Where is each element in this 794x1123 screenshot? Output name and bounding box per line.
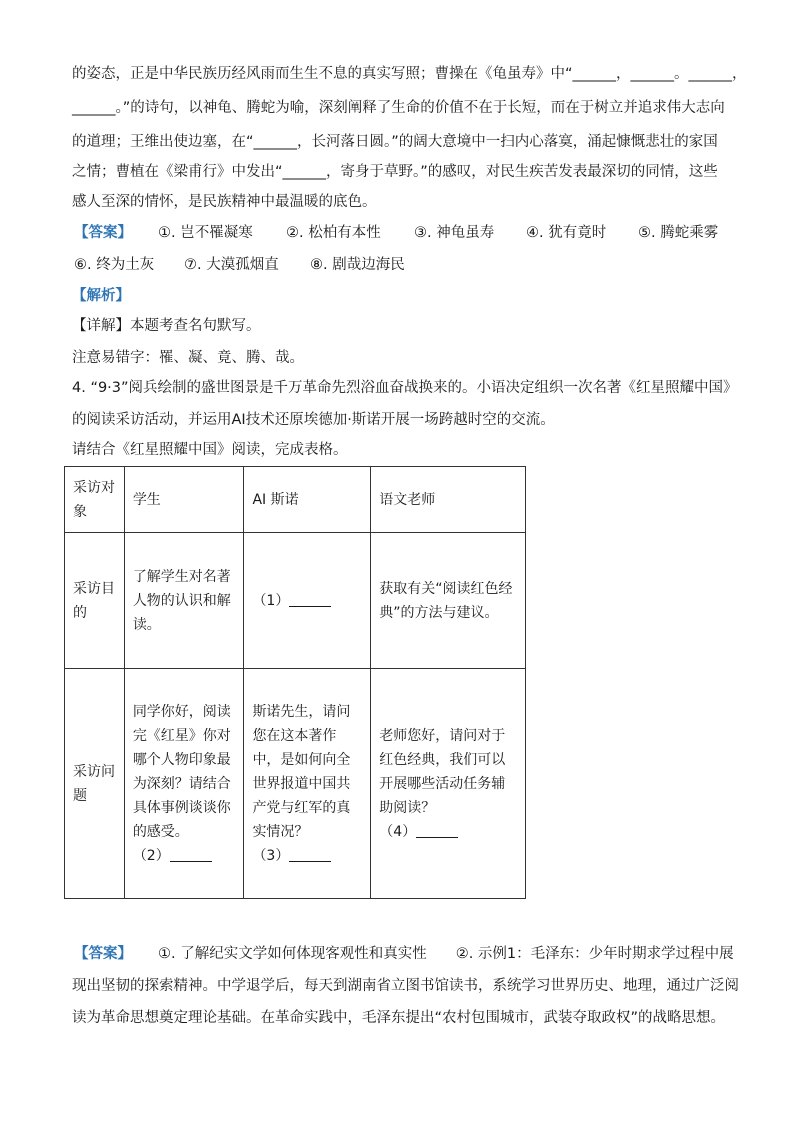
interview-table bbox=[64, 466, 526, 899]
intro-line-2: ______。”的诗句，以神龟、腾蛇为喻，深刻阐释了生命的价值不在于长短，而在于树立并追求伟大志向 bbox=[72, 100, 725, 116]
analysis-detail: 【详解】本题考查名句默写。 bbox=[72, 318, 261, 334]
blank-label-1: （1） bbox=[252, 592, 290, 609]
answer-4-line-1: ①. 了解纪实文学如何体现客观性和真实性 ②. 示例1：毛泽东：少年时期求学过程中展 bbox=[158, 946, 734, 962]
answer-blank-2[interactable] bbox=[170, 860, 212, 862]
header-interviewee: 采访对象 bbox=[65, 467, 125, 533]
question-4-line-1: 4. “9·3”阅兵绘制的盛世图景是千万革命先烈浴血奋战换来的。小语决定组织一次名著《红星照耀中国》 bbox=[72, 380, 738, 396]
student-question-text: 同学你好，阅读完《红星》你对哪个人物印象最为深刻？请结合具体事例谈谈你的感受。 bbox=[132, 703, 231, 840]
cell-snow-purpose bbox=[244, 533, 371, 669]
answer-item-7: ⑦. 大漠孤烟直 bbox=[184, 257, 279, 273]
answer-label: 【答案】 bbox=[74, 225, 132, 241]
question-4-line-2: 的阅读采访活动，并运用AI技术还原埃德加·斯诺开展一场跨越时空的交流。 bbox=[72, 412, 555, 428]
cell-student-question bbox=[124, 669, 244, 899]
blank-label-2: （2） bbox=[132, 847, 170, 864]
answer-blank-1[interactable] bbox=[289, 605, 331, 607]
intro-line-3: 的道理；王维出使边塞，在“______，长河落日圆。”的阔大意境中一扫内心落寞，涌起慷慨悲壮的家国 bbox=[72, 134, 718, 150]
answer-4-line-2: 现出坚韧的探索精神。中学退学后，每天到湖南省立图书馆读书，系统学习世界历史、地理，通过广泛阅 bbox=[72, 978, 739, 994]
cell-snow-question bbox=[244, 669, 371, 899]
cell-teacher-question bbox=[371, 669, 526, 899]
blank-label-3: （3） bbox=[252, 847, 290, 864]
table-row bbox=[65, 533, 526, 669]
intro-line-5: 感人至深的情怀，是民族精神中最温暖的底色。 bbox=[72, 194, 377, 210]
table-row bbox=[65, 669, 526, 899]
answer-item-3: ③. 神龟虽寿 bbox=[414, 225, 495, 241]
analysis-note: 注意易错字：罹、凝、竟、腾、哉。 bbox=[72, 350, 304, 366]
analysis-label: 【解析】 bbox=[72, 288, 130, 304]
answer-item-6: ⑥. 终为土灰 bbox=[74, 257, 155, 273]
answer-item-4: ④. 犹有竟时 bbox=[526, 225, 607, 241]
intro-line-4: 之情；曹植在《梁甫行》中发出“______，寄身于草野。”的感叹，对民生疾苦发表最深切的同情，这些 bbox=[72, 164, 718, 180]
answer-blank-4[interactable] bbox=[416, 836, 458, 838]
cell-student-purpose: 了解学生对名著人物的认识和解读。 bbox=[124, 533, 244, 669]
header-teacher: 语文老师 bbox=[371, 467, 526, 533]
answer-item-2: ②. 松柏有本性 bbox=[286, 225, 381, 241]
question-4-line-3: 请结合《红星照耀中国》阅读，完成表格。 bbox=[72, 442, 348, 458]
header-ai-snow: AI 斯诺 bbox=[244, 467, 371, 533]
cell-teacher-purpose: 获取有关“阅读红色经典”的方法与建议。 bbox=[371, 533, 526, 669]
answer-item-1: ①. 岂不罹凝寒 bbox=[158, 225, 253, 241]
snow-question-text: 斯诺先生，请问您在这本著作中，是如何向全世界报道中国共产党与红军的真实情况？ bbox=[252, 703, 351, 840]
blank-label-4: （4） bbox=[379, 823, 417, 840]
row-label-question: 采访问题 bbox=[65, 669, 125, 899]
answer-4-line-3: 读为革命思想奠定理论基础。在革命实践中，毛泽东提出“农村包围城市，武装夺取政权”的战略思想。 bbox=[72, 1010, 726, 1026]
answer-item-8: ⑧. 剧哉边海民 bbox=[310, 257, 405, 273]
header-student: 学生 bbox=[124, 467, 244, 533]
answer-4-label: 【答案】 bbox=[74, 946, 132, 962]
teacher-question-text: 老师您好，请问对于红色经典，我们可以开展哪些活动任务辅助阅读？ bbox=[379, 727, 506, 816]
answer-blank-3[interactable] bbox=[289, 860, 331, 862]
answer-item-5: ⑤. 腾蛇乘雾 bbox=[638, 225, 719, 241]
intro-line-1: 的姿态，正是中华民族历经风雨而生生不息的真实写照；曹操在《龟虽寿》中“______，______。______， bbox=[72, 66, 747, 82]
table-row bbox=[65, 467, 526, 533]
row-label-purpose: 采访目的 bbox=[65, 533, 125, 669]
